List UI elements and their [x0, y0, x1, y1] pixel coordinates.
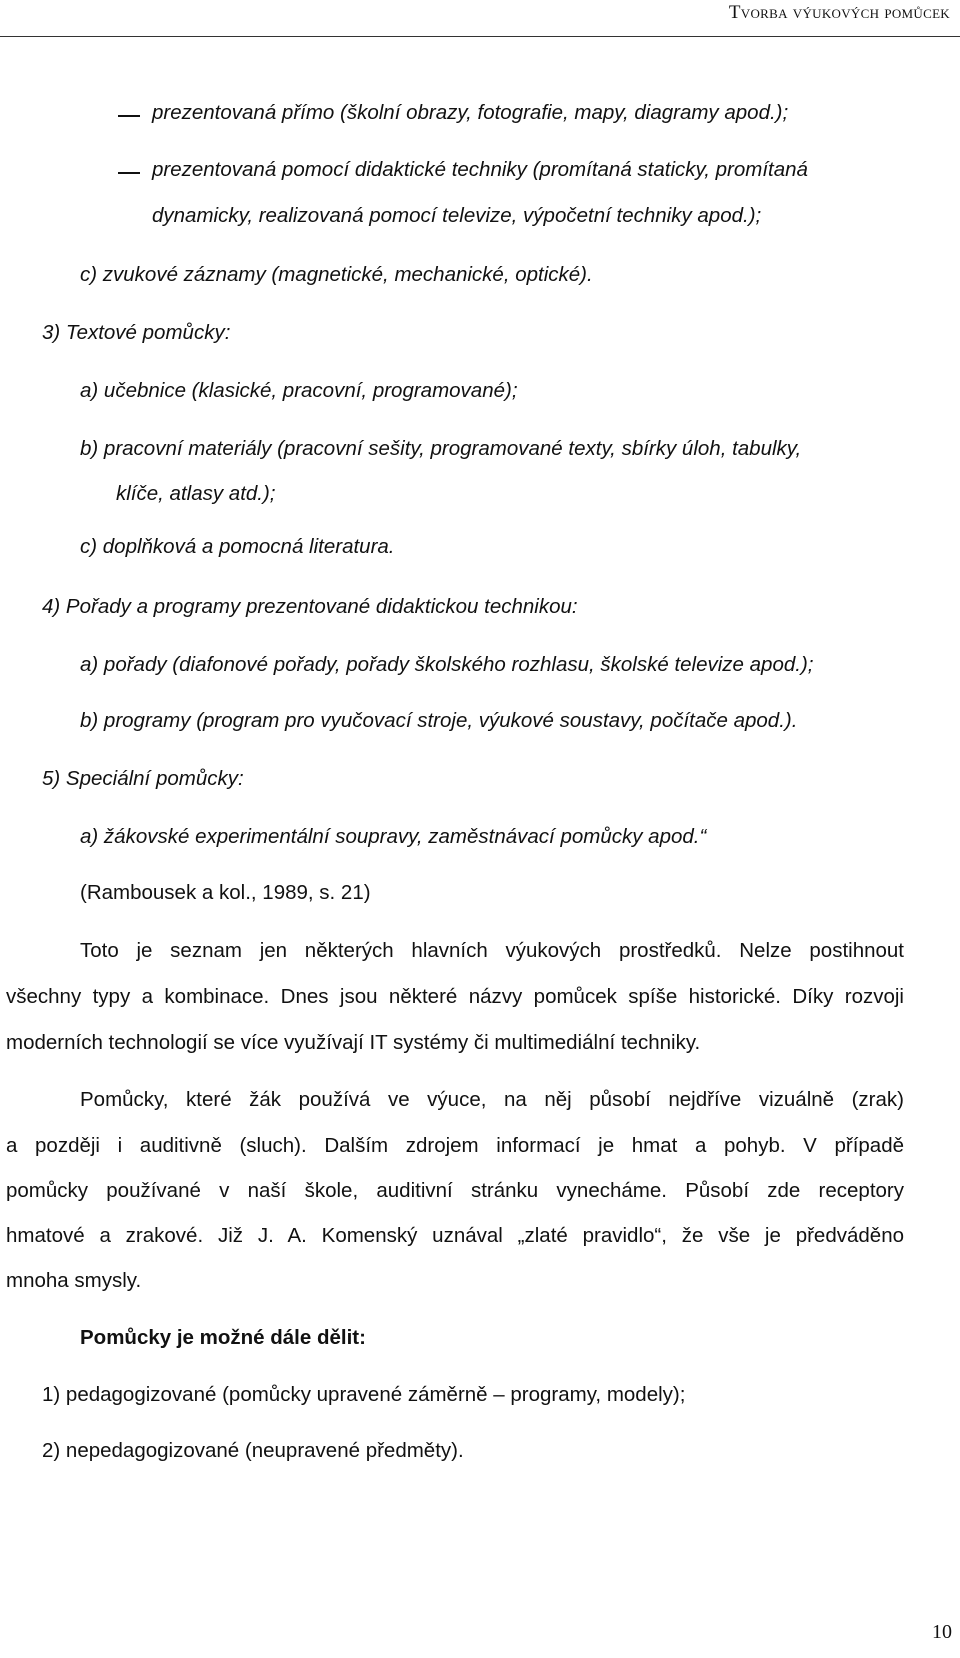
list-item: a) žákovské experimentální soupravy, zaměstnávací pomůcky apod.“ — [80, 825, 707, 848]
paragraph-line: mnoha smysly. — [6, 1269, 142, 1292]
dash-bullet-1 — [118, 115, 140, 117]
subheading: Pomůcky je možné dále dělit: — [80, 1326, 366, 1349]
paragraph-line: a později i auditivně (sluch). Dalším zdrojem informací je hmat a pohyb. V případě — [6, 1134, 904, 1157]
dash-bullet-2 — [118, 172, 140, 174]
list-item: prezentovaná přímo (školní obrazy, fotografie, mapy, diagramy apod.); — [152, 101, 789, 124]
paragraph-line: Toto je seznam jen některých hlavních výukových prostředků. Nelze postihnout — [80, 939, 904, 962]
list-item: b) pracovní materiály (pracovní sešity, programované texty, sbírky úloh, tabulky, — [80, 437, 802, 460]
list-item: c) zvukové záznamy (magnetické, mechanické, optické). — [80, 263, 593, 286]
paragraph-line: moderních technologií se více využívají IT systémy či multimediální techniky. — [6, 1031, 701, 1054]
paragraph-line: všechny typy a kombinace. Dnes jsou některé názvy pomůcek spíše historické. Díky rozvoji — [6, 985, 904, 1008]
page-header — [0, 0, 960, 37]
list-item: a) pořady (diafonové pořady, pořady školského rozhlasu, školské televize apod.); — [80, 653, 814, 676]
running-title: Tvorba výukových pomůcek — [728, 2, 950, 23]
paragraph-line: Pomůcky, které žák používá ve výuce, na něj působí nejdříve vizuálně (zrak) — [80, 1088, 904, 1111]
list-item: prezentovaná pomocí didaktické techniky (promítaná staticky, promítaná — [152, 158, 808, 181]
list-item-continuation: klíče, atlasy atd.); — [116, 482, 276, 505]
paragraph-line: pomůcky používané v naší škole, auditivní stránku vynecháme. Působí zde receptory — [6, 1179, 904, 1202]
citation: (Rambousek a kol., 1989, s. 21) — [80, 881, 371, 904]
page-number: 10 — [932, 1621, 952, 1643]
paragraph-line: hmatové a zrakové. Již J. A. Komenský uznával „zlaté pravidlo“, že vše je předváděno — [6, 1224, 904, 1247]
list-item: 2) nepedagogizované (neupravené předměty). — [42, 1439, 464, 1462]
list-item: a) učebnice (klasické, pracovní, programované); — [80, 379, 518, 402]
list-item: 1) pedagogizované (pomůcky upravené záměrně – programy, modely); — [42, 1383, 686, 1406]
list-item: b) programy (program pro vyučovací stroje, výukové soustavy, počítače apod.). — [80, 709, 798, 732]
section-item: 4) Pořady a programy prezentované didaktickou technikou: — [42, 595, 578, 618]
list-item-continuation: dynamicky, realizovaná pomocí televize, výpočetní techniky apod.); — [152, 204, 762, 227]
section-item: 3) Textové pomůcky: — [42, 321, 231, 344]
list-item: c) doplňková a pomocná literatura. — [80, 535, 395, 558]
section-item: 5) Speciální pomůcky: — [42, 767, 244, 790]
